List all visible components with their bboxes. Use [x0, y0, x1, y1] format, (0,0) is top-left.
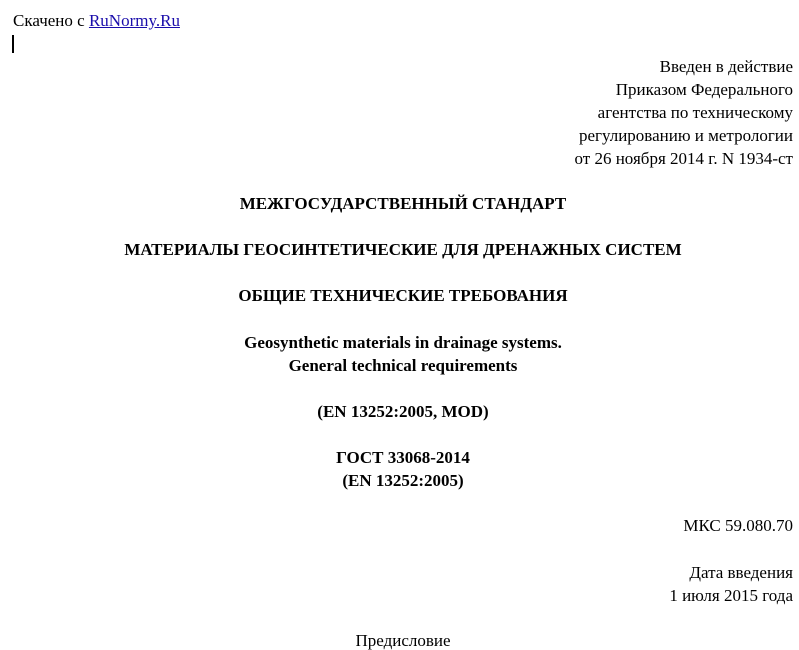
downloaded-prefix: Скачено с — [13, 11, 89, 30]
modification-text: (EN 13252:2005, MOD) — [317, 402, 489, 421]
enactment-line-1: Введен в действие — [659, 57, 793, 76]
gost-number: ГОСТ 33068-2014 — [336, 448, 470, 467]
effective-date-block — [669, 561, 793, 607]
english-title-line-1: Geosynthetic materials in drainage systems. — [244, 333, 562, 352]
text-cursor — [12, 35, 14, 53]
enactment-line-4: регулированию и метрологии — [578, 126, 793, 145]
standard-subtitle-text: ОБЩИЕ ТЕХНИЧЕСКИЕ ТРЕБОВАНИЯ — [238, 286, 568, 305]
english-title-block — [0, 331, 799, 377]
english-title-line-2: General technical requirements — [288, 356, 518, 375]
source-line — [13, 9, 180, 32]
modification-heading — [0, 400, 799, 423]
preface-text: Предисловие — [355, 631, 451, 650]
gost-reference: (EN 13252:2005) — [342, 471, 464, 490]
enactment-line-3: агентства по техническому — [597, 103, 793, 122]
effective-date-label: Дата введения — [689, 563, 793, 582]
mks-code — [683, 514, 793, 537]
standard-type-heading — [0, 192, 799, 215]
standard-name-heading — [0, 238, 799, 261]
site-link[interactable]: RuNormy.Ru — [88, 11, 180, 30]
enactment-line-5: от 26 ноября 2014 г. N 1934-ст — [574, 149, 793, 168]
mks-text: МКС 59.080.70 — [683, 516, 793, 535]
effective-date-value: 1 июля 2015 года — [669, 586, 793, 605]
standard-subtitle-heading — [0, 284, 799, 307]
preface-heading — [0, 629, 799, 650]
enactment-block — [575, 55, 794, 170]
standard-name-text: МАТЕРИАЛЫ ГЕОСИНТЕТИЧЕСКИЕ ДЛЯ ДРЕНАЖНЫХ СИСТЕМ — [124, 240, 682, 259]
enactment-line-2: Приказом Федерального — [615, 80, 793, 99]
standard-type-text: МЕЖГОСУДАРСТВЕННЫЙ СТАНДАРТ — [239, 194, 567, 213]
gost-block — [0, 446, 799, 492]
